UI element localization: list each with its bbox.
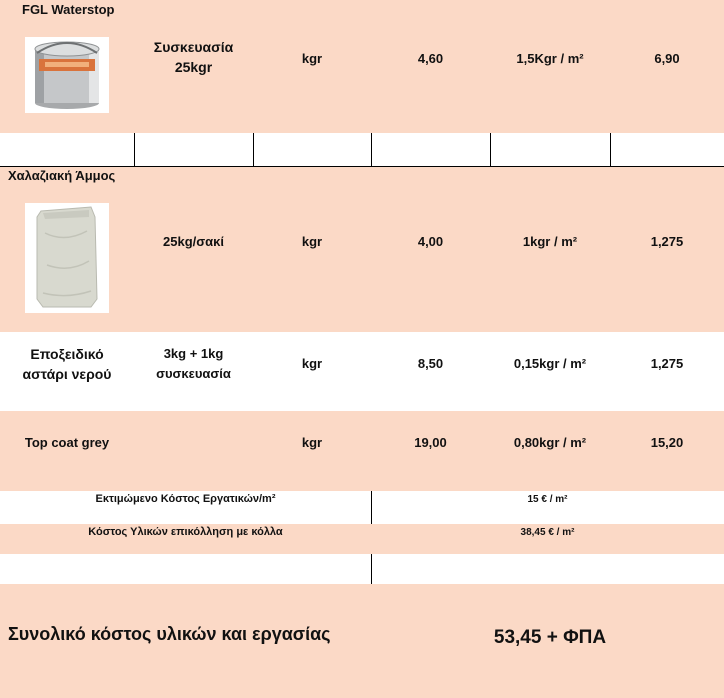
cost-epoxy-primer: 1,275 — [650, 356, 684, 371]
package-waterstop-line-2: 25kgr — [174, 59, 213, 75]
materials-cost-value: 38,45 € / m² — [520, 527, 575, 538]
consumption-waterstop: 1,5Kgr / m² — [516, 51, 584, 66]
cost-top-coat: 15,20 — [650, 435, 684, 450]
spacer-divider-2 — [253, 133, 254, 166]
name-epoxy-line-2: αστάρι νερού — [22, 366, 112, 382]
sand-sack-icon — [25, 203, 109, 313]
cost-sand: 1,275 — [650, 234, 684, 249]
labor-cost-value: 15 € / m² — [527, 494, 568, 505]
spacer-divider-4 — [490, 133, 491, 166]
price-waterstop: 4,60 — [417, 51, 444, 66]
package-sand: 25kg/σακί — [163, 234, 224, 249]
paint-bucket-icon — [25, 37, 109, 113]
cost-waterstop: 6,90 — [654, 51, 680, 66]
price-epoxy-primer: 8,50 — [417, 356, 444, 371]
package-waterstop-line-1: Συσκευασία — [153, 39, 234, 55]
name-epoxy-line-1: Εποξειδικό — [30, 346, 104, 362]
consumption-sand: 1kgr / m² — [522, 234, 578, 249]
labor-cost-label: Εκτιμώμενο Κόστος Εργατικών/m² — [95, 493, 276, 505]
spacer-divider-5 — [610, 133, 611, 166]
package-epoxy-line-1: 3kg + 1kg — [163, 346, 224, 361]
product-title-sand: Χαλαζιακή Άμμος — [8, 168, 116, 183]
consumption-epoxy-primer: 0,15kgr / m² — [513, 356, 587, 371]
package-epoxy-line-2: συσκευασία — [156, 366, 231, 381]
unit-epoxy-primer: kgr — [301, 356, 323, 371]
spacer-divider-3 — [371, 133, 372, 166]
unit-top-coat: kgr — [301, 435, 323, 450]
price-sand: 4,00 — [417, 234, 444, 249]
materials-cost-label: Κόστος Υλικών επικόλληση με κόλλα — [88, 526, 283, 538]
summary-divider-empty — [371, 554, 372, 584]
package-waterstop — [134, 37, 253, 77]
name-top-coat: Top coat grey — [24, 435, 110, 450]
spacer-divider-1 — [134, 133, 135, 166]
unit-waterstop: kgr — [301, 51, 323, 66]
package-epoxy-primer — [134, 344, 253, 384]
consumption-top-coat: 0,80kgr / m² — [513, 435, 587, 450]
total-cost-value: 53,45 + ΦΠΑ — [493, 627, 607, 648]
product-title-waterstop: FGL Waterstop — [22, 2, 115, 17]
name-epoxy-primer — [0, 344, 134, 384]
unit-sand: kgr — [301, 234, 323, 249]
price-top-coat: 19,00 — [414, 435, 447, 450]
spacer-row-bottom-line — [0, 166, 724, 167]
total-cost-label: Συνολικό κόστος υλικών και εργασίας — [8, 624, 331, 644]
